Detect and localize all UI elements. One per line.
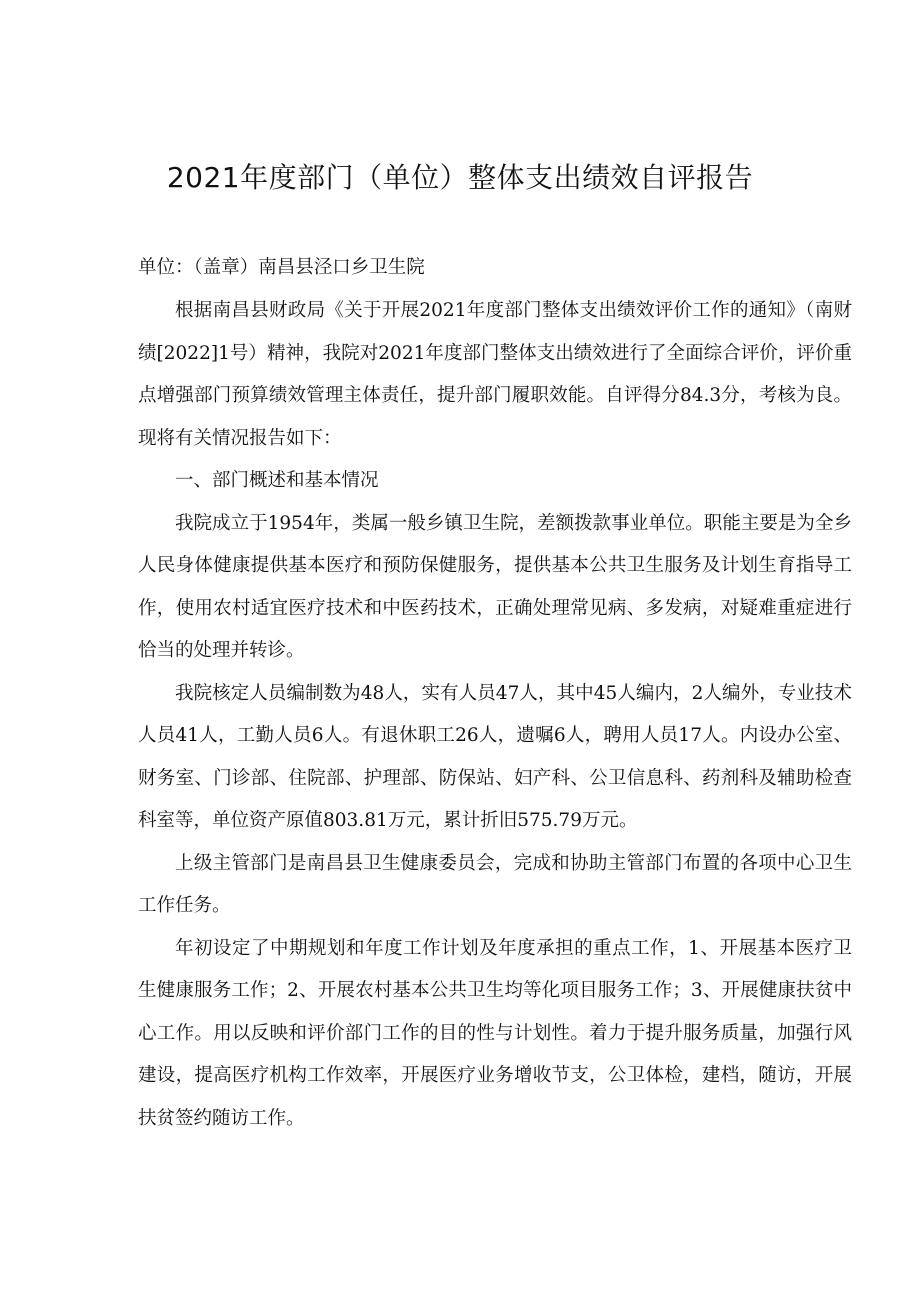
report-title: 2021年度部门（单位）整体支出绩效自评报告 bbox=[166, 161, 754, 194]
overview-paragraph: 我院成立于1954年，类属一般乡镇卫生院，差额拨款事业单位。职能主要是为全乡人民身体健康提供基本医疗和预防保健服务，提供基本公共卫生服务及计划生育指导工作，使用农村适宜医疗技术和中医药技术，正确处理常见病、多发病，对疑难重症进行恰当的处理并转诊。 bbox=[138, 512, 852, 661]
plan-paragraph: 年初设定了中期规划和年度工作计划及年度承担的重点工作，1、开展基本医疗卫生健康服务工作；2、开展农村基本公共卫生均等化项目服务工作；3、开展健康扶贫中心工作。用以反映和评价部门工作的目的性与计划性。着力于提升服务质量，加强行风建设，提高医疗机构工作效率，开展医疗业务增收节支，公卫体检，建档，随访，开展扶贫签约随访工作。 bbox=[138, 937, 852, 1129]
staffing-paragraph: 我院核定人员编制数为48人，实有人员47人，其中45人编内，2人编外，专业技术人员41人，工勤人员6人。有退休职工26人，遗嘱6人，聘用人员17人。内设办公室、财务室、门诊部、住院部、护理部、防保站、妇产科、公卫信息科、药剂科及辅助检查科室等，单位资产原值803.81万元，累计折旧575.79万元。 bbox=[138, 682, 852, 831]
supervisor-paragraph: 上级主管部门是南昌县卫生健康委员会，完成和协助主管部门布置的各项中心卫生工作任务。 bbox=[138, 852, 852, 916]
report-body bbox=[138, 290, 852, 1140]
section-heading: 一、部门概述和基本情况 bbox=[175, 470, 379, 491]
intro-paragraph: 根据南昌县财政局《关于开展2021年度部门整体支出绩效评价工作的通知》（南财绩[2022]1号）精神，我院对2021年度部门整体支出绩效进行了全面综合评价，评价重点增强部门预算绩效管理主体责任，提升部门履职效能。自评得分84.3分，考核为良。现将有关情况报告如下： bbox=[138, 300, 852, 449]
unit-line: 单位：（盖章）南昌县泾口乡卫生院 bbox=[138, 257, 425, 278]
